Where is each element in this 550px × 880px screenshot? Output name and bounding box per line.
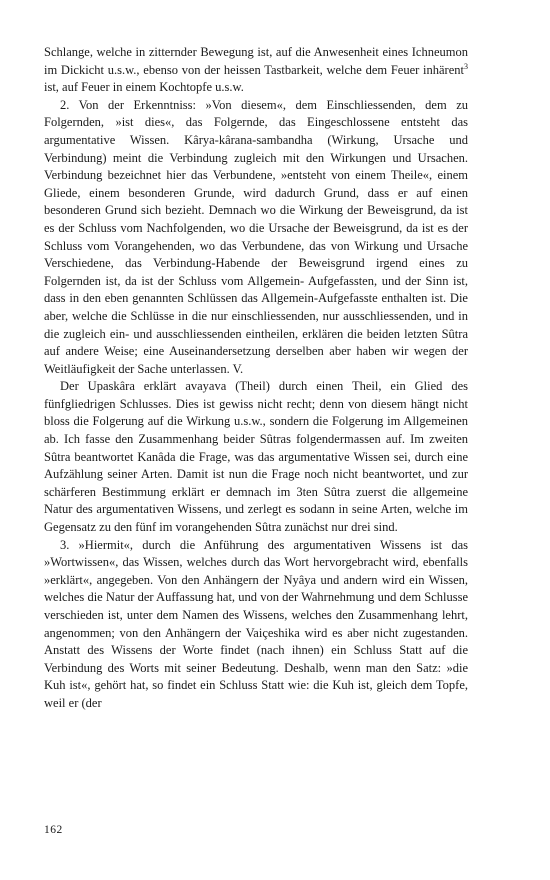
paragraph-2: 2. Von der Erkenntniss: »Von diesem«, dem Einschliessenden, dem zu Folgernden, »ist dies«, das Folgernde, das Eingeschlossene entsteht das argumentative Wissen. Kârya-kârana-sambandha (Wirkung, Ursache und Verbindung) meint die Verbindung zugleich mit den Wirkungen und Ursachen. Verbindung bezeichnet hier das Verbundene, »entsteht von einem Theile«, einem Gliede, einem besonderen Grunde, wird dadurch Grund, dass er auf einen besonderen Grund sich bezieht. Demnach wo die Wirkung der Beweisgrund, da ist es der Schluss vom Nachfolgenden, wo die Ursache der Beweisgrund, da ist es der Schluss vom Vorangehenden, wo das Verbundene, das von Wirkung und Ursache Verschiedene, das Verbindung-Habende der Beweisgrund irgend eines zu Folgernden ist, da ist der Schluss vom Allgemein- Aufgefassten, und der Sinn ist, dass in den eben genannten Schlüssen das Allgemein-Aufgefasste enthalten ist. Die aber, welche die Schlüsse in die nur einschliessenden, nur ausschliessenden, und in die zugleich ein- und ausschliessenden eintheilen, erklären die beiden letzten Sûtra auf andere Weise; eine Auseinandersetzung derselben aber haben wir wegen der Weitläufigkeit der Sache unterlassen. V. [44, 97, 468, 376]
page-number: 162 [44, 824, 63, 836]
paragraph-4: 3. »Hiermit«, durch die Anführung des argumentativen Wissens ist das »Wortwissen«, das Wissen, welches durch das Wort hervorgebracht wird, ebenfalls »erklärt«, angegeben. Von den Anhängern der Nyâya und andern wird ein Wissen, welches die Natur der Auffassung hat, und von der Wahrnehmung und dem Schlusse verschieden ist, unter dem Namen des Wissens, welches den Zusammenhang lehrt, angenommen; von den Anhängern der Vaiçeshika wird es aber nicht zugestanden. Anstatt des Wissens der Worte findet (nach ihnen) ein Schluss Statt auf die Verbindung des Worts mit seiner Bedeutung. Deshalb, wenn man den Satz: »die Kuh ist«, gehört hat, so findet ein Schluss Statt wie: die Kuh ist, gleich dem Topfe, weil er (der [44, 537, 468, 710]
paragraph-1 [44, 44, 468, 97]
footnote-marker: 3 [464, 61, 468, 71]
paragraph-1-text-cont: ist, auf Feuer in einem Kochtopfe u.s.w. [44, 80, 244, 95]
paragraph-1-text: Schlange, welche in zitternder Bewegung ist, auf die Anwesenheit eines Ichneumon im Dickicht u.s.w., ebenso von der heissen Tastbarkeit, welche dem Feuer inhärent [44, 45, 468, 77]
paragraph-3: Der Upaskâra erklärt avayava (Theil) durch einen Theil, ein Glied des fünfgliedrigen Schlusses. Dies ist gewiss nicht recht; denn von diesem hängt nicht bloss die Folgerung auf die Wirkung u.s.w., sondern die Folgerung im Allgemeinen ab. Ich fasse den Zusammenhang beider Sûtras folgendermassen auf. Im zweiten Sûtra beantwortet Kanâda die Frage, was das argumentative Wissen sei, durch eine Aufzählung seiner Arten. Damit ist nun die Frage noch nicht beantwortet, und zur schärferen Bestimmung erklärt er demnach im 3ten Sûtra zuerst die allgemeine Natur des argumentativen Wissens, und zerlegt es sodann in seine Arten, welche im Gegensatz zu den fünf im vorangehenden Sûtra zunächst nur drei sind. [44, 379, 468, 535]
page-body [44, 44, 468, 713]
